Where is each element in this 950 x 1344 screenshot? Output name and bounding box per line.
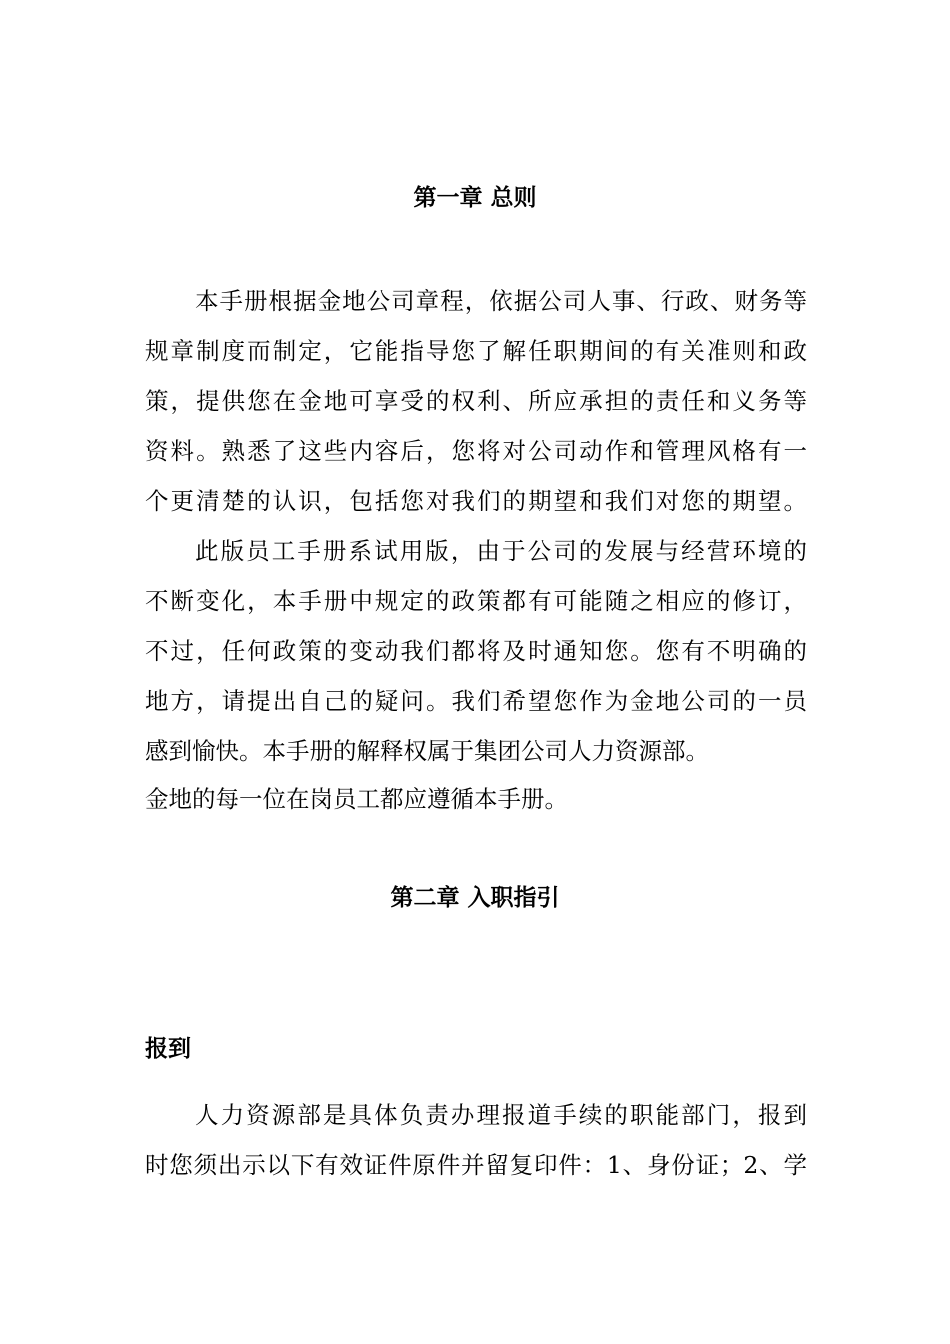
chapter-1-para-1-line-1: 本手册根据金地公司章程，依据公司人事、行政、财务等	[195, 287, 807, 315]
chapter-1-para-1-line-5: 个更清楚的认识，包括您对我们的期望和我们对您的期望。	[145, 487, 807, 515]
chapter-1-title: 第一章 总则	[413, 185, 537, 211]
chapter-1-para-2-line-3: 不过，任何政策的变动我们都将及时通知您。您有不明确的	[145, 637, 807, 665]
chapter-2-title: 第二章 入职指引	[390, 885, 560, 911]
chapter-1-para-2-line-1: 此版员工手册系试用版，由于公司的发展与经营环境的	[195, 537, 807, 565]
chapter-2-para-1-line-2: 时您须出示以下有效证件原件并留复印件：1、身份证；2、学	[145, 1151, 807, 1179]
section-title-report: 报到	[145, 1036, 191, 1062]
chapter-1-para-2-line-5: 感到愉快。本手册的解释权属于集团公司人力资源部。	[145, 737, 709, 765]
chapter-1-para-1-line-2: 规章制度而制定，它能指导您了解任职期间的有关准则和政	[145, 337, 807, 365]
chapter-1-para-2-line-2: 不断变化，本手册中规定的政策都有可能随之相应的修订，	[145, 587, 807, 615]
chapter-1-para-2-line-4: 地方，请提出自己的疑问。我们希望您作为金地公司的一员	[145, 687, 807, 715]
chapter-1-para-1-line-3: 策，提供您在金地可享受的权利、所应承担的责任和义务等	[145, 387, 807, 415]
chapter-1-para-3: 金地的每一位在岗员工都应遵循本手册。	[145, 785, 568, 813]
chapter-1-para-1-line-4: 资料。熟悉了这些内容后，您将对公司动作和管理风格有一	[145, 437, 807, 465]
chapter-2-para-1-line-1: 人力资源部是具体负责办理报道手续的职能部门，报到	[195, 1101, 807, 1129]
